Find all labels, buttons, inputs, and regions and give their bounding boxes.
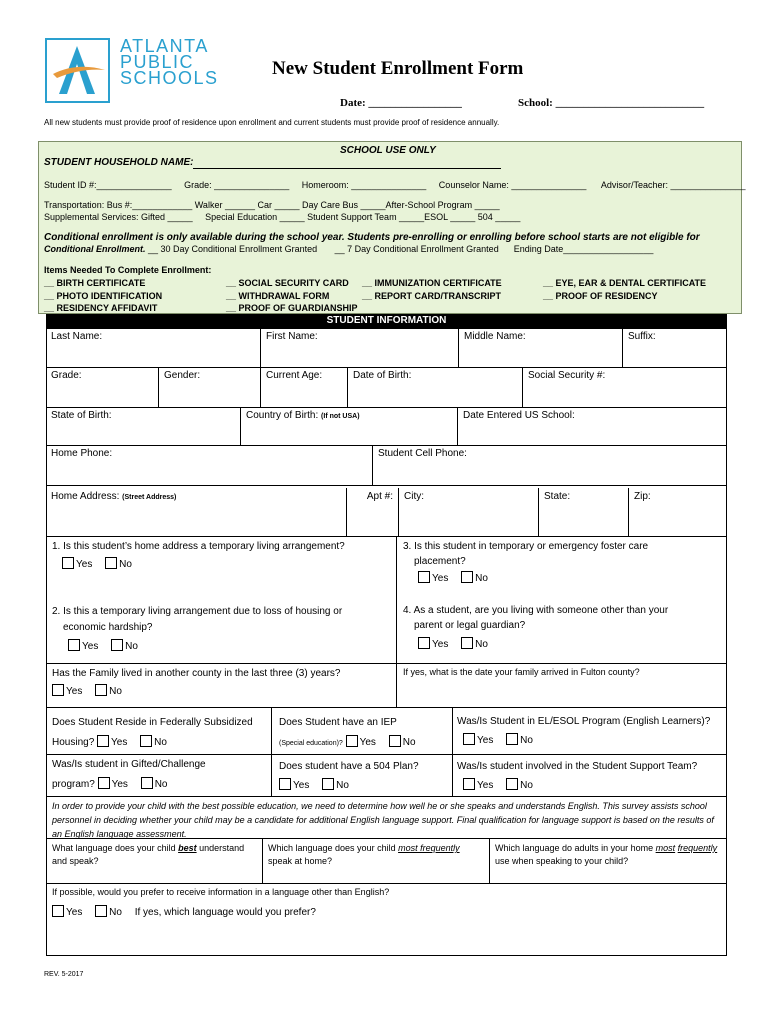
items-col-2	[226, 277, 358, 315]
no-label: No	[475, 573, 488, 584]
yes-label: Yes	[359, 737, 376, 748]
home-address-label: Home Address:	[51, 491, 120, 502]
gifted-yes[interactable]	[98, 777, 128, 790]
checkbox-icon[interactable]	[346, 735, 358, 747]
gender-label: Gender:	[164, 370, 201, 381]
plan504-no[interactable]	[322, 778, 349, 791]
gifted-options	[52, 777, 178, 790]
suffix-label: Suffix:	[628, 331, 656, 342]
l2-pre: Which language does your child	[268, 843, 399, 853]
housing-questions	[46, 536, 727, 664]
zip-label: Zip:	[634, 491, 651, 502]
yes-label: Yes	[432, 573, 449, 584]
item-eye-ear-dental[interactable]: __ EYE, EAR & DENTAL CERTIFICATE	[543, 278, 707, 288]
preferred-language-question: If possible, would you prefer to receive information in a language other than English?	[52, 887, 390, 897]
city-label: City:	[404, 491, 424, 502]
logo	[45, 38, 110, 103]
language-divider-1	[262, 838, 263, 884]
current-age-label: Current Age:	[266, 370, 323, 381]
q4-yes[interactable]	[418, 637, 448, 650]
l3-emph-1: most	[655, 843, 676, 853]
language-divider-2	[489, 838, 490, 884]
household-name-label	[44, 157, 501, 169]
items-col-1	[44, 277, 162, 315]
gifted-question: Was/Is student in Gifted/Challenge	[52, 759, 206, 770]
iep-question: Does Student have an IEP	[279, 717, 397, 728]
no-label: No	[119, 559, 132, 570]
home-language-field[interactable]	[268, 842, 483, 868]
cell-phone-label: Student Cell Phone:	[378, 448, 467, 459]
ssn-field[interactable]	[522, 367, 727, 408]
state-of-birth-field[interactable]	[46, 407, 240, 446]
middle-name-field[interactable]	[458, 328, 622, 368]
checkbox-icon[interactable]	[418, 571, 430, 583]
items-col-4	[543, 277, 706, 302]
prefer-no[interactable]	[95, 905, 122, 918]
yes-label: Yes	[76, 559, 93, 570]
checkbox-icon[interactable]	[62, 557, 74, 569]
residence-notice: All new students must provide proof of residence upon enrollment and current students must provide proof of residence annually.	[44, 118, 500, 127]
yes-label: Yes	[477, 780, 494, 791]
checkbox-icon[interactable]	[95, 684, 107, 696]
q2-no[interactable]	[111, 639, 138, 652]
plan504-yes[interactable]	[279, 778, 309, 791]
plan-504-question: Does student have a 504 Plan?	[279, 761, 419, 772]
state-of-birth-label: State of Birth:	[51, 410, 112, 421]
subsidized-housing-options	[52, 735, 177, 748]
prefer-yes[interactable]	[52, 905, 82, 918]
l1-pre: What language does your child	[52, 843, 179, 853]
l3-post: use when speaking to your child?	[495, 856, 629, 866]
conditional-enrollment-bold: Conditional Enrollment.	[44, 244, 146, 254]
home-phone-label: Home Phone:	[51, 448, 113, 459]
home-address-field[interactable]	[46, 488, 346, 537]
q4-no[interactable]	[461, 637, 488, 650]
no-label: No	[336, 780, 349, 791]
country-of-birth-label: Country of Birth:	[246, 410, 319, 421]
checkbox-icon[interactable]	[463, 778, 475, 790]
yes-label: Yes	[82, 641, 99, 652]
question-2: 2. Is this a temporary living arrangement due to loss of housing or	[52, 606, 343, 617]
family-lived-question: Has the Family lived in another county in the last three (3) years?	[52, 668, 341, 679]
iep-options	[279, 735, 426, 748]
question-3-cont: placement?	[414, 556, 466, 567]
items-needed-title: Items Needed To Complete Enrollment:	[44, 265, 212, 275]
items-col-3	[362, 277, 502, 302]
checkbox-icon[interactable]	[52, 905, 64, 917]
esol-options	[463, 733, 543, 746]
yes-label: Yes	[111, 737, 128, 748]
cell-phone-field[interactable]	[372, 445, 727, 486]
esol-question: Was/Is Student in EL/ESOL Program (English Learners)?	[457, 716, 711, 727]
question-2-cont: economic hardship?	[63, 622, 153, 633]
household-label-text: STUDENT HOUSEHOLD NAME:	[44, 157, 194, 168]
housing-label: Housing?	[52, 737, 95, 748]
yes-label: Yes	[66, 907, 83, 918]
checkbox-icon[interactable]	[389, 735, 401, 747]
checkbox-icon[interactable]	[98, 777, 110, 789]
middle-name-label: Middle Name:	[464, 331, 526, 342]
checkbox-icon[interactable]	[140, 735, 152, 747]
lived-yes[interactable]	[52, 684, 82, 697]
conditional-enrollment-note: Conditional enrollment is only available during the school year. Students pre-enrolling or enrolling before school starts are not eligible for	[44, 232, 700, 243]
checkbox-icon[interactable]	[141, 777, 153, 789]
yes-label: Yes	[477, 735, 494, 746]
q1-yes[interactable]	[62, 557, 92, 570]
l3-emph-2: frequently	[677, 843, 718, 853]
checkbox-icon[interactable]	[52, 684, 64, 696]
page-title: New Student Enrollment Form	[272, 58, 524, 79]
checkbox-icon[interactable]	[461, 571, 473, 583]
question-2-options	[68, 639, 148, 652]
country-note: (If not USA)	[321, 413, 360, 420]
no-label: No	[475, 639, 488, 650]
item-residency-affidavit[interactable]: __ RESIDENCY AFFIDAVIT	[44, 303, 158, 313]
item-photo-id[interactable]: __ PHOTO IDENTIFICATION	[44, 290, 163, 301]
student-info-header: STUDENT INFORMATION	[46, 314, 727, 328]
school-field[interactable]: School: ___________________________	[518, 97, 705, 109]
esol-yes[interactable]	[463, 733, 493, 746]
date-entered-label: Date Entered US School:	[463, 410, 575, 421]
current-age-field[interactable]	[260, 367, 347, 408]
item-birth-certificate[interactable]: __ BIRTH CERTIFICATE	[44, 278, 146, 288]
checkbox-icon[interactable]	[279, 778, 291, 790]
no-label: No	[109, 907, 122, 918]
city-field[interactable]	[398, 488, 538, 537]
logo-line-2: PUBLIC	[120, 52, 195, 72]
subsidized-housing-question: Does Student Reside in Federally Subsidized	[52, 717, 253, 728]
iep-yes[interactable]	[346, 735, 376, 748]
no-label: No	[520, 780, 533, 791]
no-label: No	[402, 737, 416, 748]
best-language-field[interactable]	[52, 842, 257, 868]
grade-field[interactable]	[46, 367, 158, 408]
country-of-birth-field[interactable]	[240, 407, 457, 446]
item-report-card[interactable]: __ REPORT CARD/TRANSCRIPT	[362, 290, 502, 301]
yes-label: Yes	[111, 779, 128, 790]
programs-col-divider-2	[452, 707, 453, 797]
sst-yes[interactable]	[463, 778, 493, 791]
first-name-label: First Name:	[266, 331, 318, 342]
esol-no[interactable]	[506, 733, 533, 746]
state-field[interactable]	[538, 488, 628, 537]
checkbox-icon[interactable]	[111, 639, 123, 651]
yes-label: Yes	[432, 639, 449, 650]
plan-504-options	[279, 778, 359, 791]
q3-no[interactable]	[461, 571, 488, 584]
question-1: 1. Is this student’s home address a temporary living arrangement?	[52, 541, 345, 552]
conditional-enrollment-options	[44, 244, 653, 254]
no-label: No	[109, 686, 122, 697]
school-use-row-ids: Student ID #:_______________ Grade: _______________ Homeroom: _______________ Counselor Name: _______________ Advisor/Teacher: _______________	[44, 180, 746, 190]
item-proof-of-guardianship[interactable]: __ PROOF OF GUARDIANSHIP	[226, 303, 358, 313]
checkbox-icon[interactable]	[68, 639, 80, 651]
no-label: No	[154, 737, 167, 748]
sst-no[interactable]	[506, 778, 533, 791]
gifted-label: program?	[52, 779, 95, 790]
gender-field[interactable]	[158, 367, 260, 408]
no-label: No	[154, 779, 168, 790]
question-4: 4. As a student, are you living with someone other than your	[403, 605, 669, 616]
checkbox-icon[interactable]	[105, 557, 117, 569]
question-3-options	[418, 571, 498, 584]
item-immunization-certificate[interactable]: __ IMMUNIZATION CERTIFICATE	[362, 278, 502, 288]
item-social-security-card[interactable]: __ SOCIAL SECURITY CARD	[226, 278, 349, 288]
q2-yes[interactable]	[68, 639, 98, 652]
question-4-options	[418, 637, 498, 650]
item-withdrawal-form[interactable]: __ WITHDRAWAL FORM	[226, 290, 330, 301]
apt-label: Apt #:	[366, 491, 393, 502]
question-1-options	[62, 557, 142, 570]
l2-post: speak at home?	[268, 856, 333, 866]
sst-options	[463, 778, 543, 791]
revision-footer: REV. 5-2017	[44, 971, 84, 978]
county-row-divider	[396, 663, 397, 708]
which-language-field[interactable]: If yes, which language would you prefer?	[134, 907, 316, 918]
dob-label: Date of Birth:	[353, 370, 412, 381]
gifted-no[interactable]	[141, 777, 168, 790]
l3-pre: Which language do adults in your home	[495, 843, 656, 853]
iep-note: (Special education)?	[279, 740, 343, 747]
last-name-field[interactable]	[46, 328, 260, 368]
question-3: 3. Is this student in temporary or emergency foster care	[403, 541, 649, 552]
state-label: State:	[544, 491, 571, 502]
logo-wordmark	[120, 38, 219, 86]
zip-field[interactable]	[628, 488, 727, 537]
item-proof-of-residency[interactable]: __ PROOF OF RESIDENCY	[543, 290, 658, 301]
home-phone-field[interactable]	[46, 445, 372, 486]
transportation-row: Transportation: Bus #:____________ Walker ______ Car _____ Day Care Bus _____After-School Program _____	[44, 200, 500, 210]
checkbox-icon[interactable]	[461, 637, 473, 649]
conditional-enrollment-choices: __ 30 Day Conditional Enrollment Granted __ 7 Day Conditional Enrollment Granted Ending Date__________________	[145, 244, 654, 254]
programs-col-divider-1	[271, 707, 272, 797]
logo-line-3: SCHOOLS	[120, 68, 219, 88]
yes-label: Yes	[66, 686, 83, 697]
last-name-label: Last Name:	[51, 331, 103, 342]
q3-yes[interactable]	[418, 571, 448, 584]
checkbox-icon[interactable]	[463, 733, 475, 745]
apt-field[interactable]	[346, 488, 398, 537]
school-use-title: SCHOOL USE ONLY	[340, 145, 436, 156]
address-note: (Street Address)	[122, 494, 177, 501]
language-intro: In order to provide your child with the best possible education, we need to determine how well he or she speaks and understands English. This survey assists school personnel in deciding whether your child may be a candidate for additional English language support. Final qualification for language support is based on the results of an English language assessment.	[52, 801, 714, 839]
ssn-label: Social Security #:	[528, 370, 606, 381]
checkbox-icon[interactable]	[506, 778, 518, 790]
adult-language-field[interactable]	[495, 842, 720, 868]
l2-emph: most frequently	[398, 843, 460, 853]
housing-questions-divider	[396, 536, 397, 664]
checkbox-icon[interactable]	[95, 905, 107, 917]
family-lived-options	[52, 684, 132, 697]
date-field[interactable]: Date: _________________	[340, 97, 462, 109]
suffix-field[interactable]	[622, 328, 727, 368]
logo-a-mark	[47, 40, 108, 101]
housing-no[interactable]	[140, 735, 167, 748]
sst-question: Was/Is student involved in the Student Support Team?	[457, 761, 698, 772]
grade-label: Grade:	[51, 370, 82, 381]
no-label: No	[520, 735, 533, 746]
checkbox-icon[interactable]	[322, 778, 334, 790]
logo-line-1: ATLANTA	[120, 36, 209, 56]
no-label: No	[125, 641, 138, 652]
question-4-cont: parent or legal guardian?	[414, 620, 526, 631]
l1-emph: best	[178, 843, 197, 853]
yes-label: Yes	[293, 780, 310, 791]
checkbox-icon[interactable]	[506, 733, 518, 745]
lived-no[interactable]	[95, 684, 122, 697]
household-name-field[interactable]	[193, 157, 501, 169]
housing-yes[interactable]	[97, 735, 127, 748]
preferred-language-options	[52, 905, 316, 918]
l1-post: understand and speak?	[52, 843, 245, 866]
programs-row-divider	[46, 754, 727, 755]
checkbox-icon[interactable]	[418, 637, 430, 649]
dob-field[interactable]	[347, 367, 522, 408]
q1-no[interactable]	[105, 557, 132, 570]
arrival-date-field[interactable]: If yes, what is the date your family arrived in Fulton county?	[403, 667, 640, 677]
date-entered-field[interactable]	[457, 407, 727, 446]
first-name-field[interactable]	[260, 328, 458, 368]
checkbox-icon[interactable]	[97, 735, 109, 747]
supplemental-services-row: Supplemental Services: Gifted _____ Special Education _____ Student Support Team _____ESOL _____ 504 _____	[44, 212, 521, 222]
iep-no[interactable]	[389, 735, 416, 748]
